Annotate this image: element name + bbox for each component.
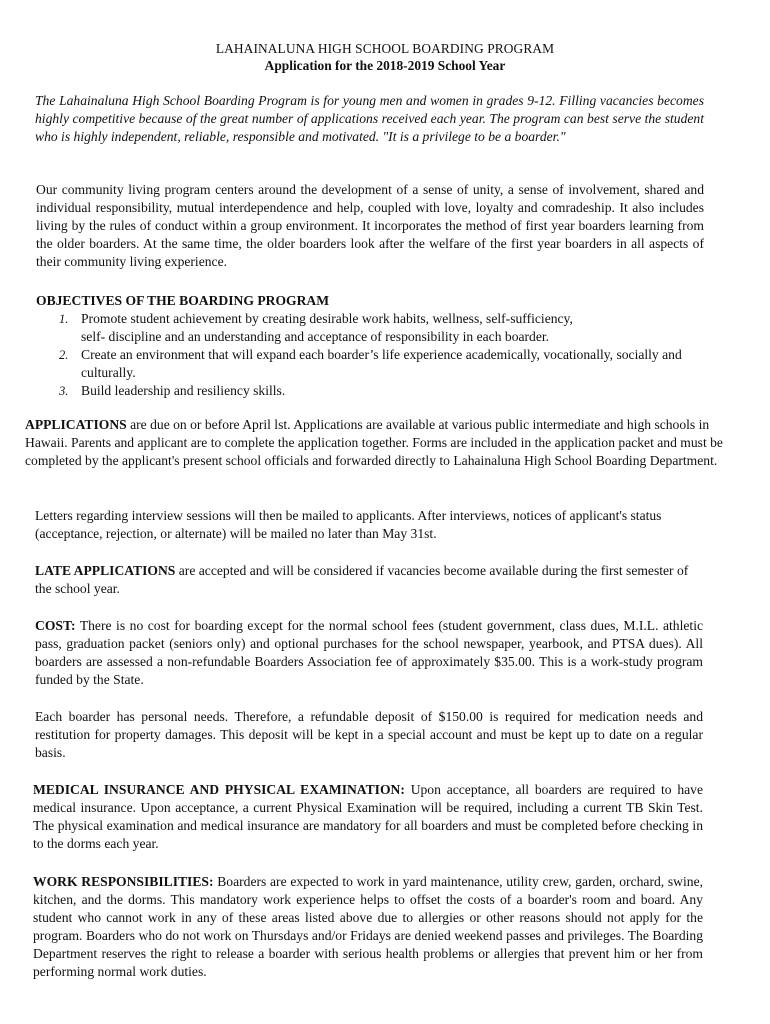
document-subtitle: Application for the 2018-2019 School Year — [264, 58, 506, 73]
late-applications-paragraph — [35, 562, 705, 598]
objective-number: 2. — [59, 348, 69, 362]
medical-lead: MEDICAL INSURANCE AND PHYSICAL EXAMINATION: — [33, 782, 405, 797]
deposit-paragraph: Each boarder has personal needs. Therefore, a refundable deposit of $150.00 is required for medication needs and restitution for property damages. This deposit will be kept in a special account and must be kept up to date on a regular basis. — [35, 709, 703, 760]
objective-line: self- discipline and an understanding and acceptance of responsibility in each boarder. — [81, 329, 550, 344]
medical-text: Upon acceptance, all boarders are required to have medical insurance. Upon acceptance, a current Physical Examination will be required, including a current TB Skin Test. The physical examination and medical insurance are mandatory for all boarders and must be completed before checking in to the dorms each year. — [33, 782, 703, 851]
objective-number: 1. — [59, 312, 69, 326]
medical-paragraph — [33, 781, 703, 853]
objective-number: 3. — [59, 384, 69, 398]
applications-paragraph — [25, 416, 730, 470]
late-applications-lead: LATE APPLICATIONS — [35, 563, 176, 578]
objective-line: Create an environment that will expand each boarder’s life experience academically, vocationally, socially and — [81, 347, 682, 362]
objectives-heading: OBJECTIVES OF THE BOARDING PROGRAM — [36, 293, 330, 308]
objective-line: Promote student achievement by creating desirable work habits, wellness, self-sufficiency, — [81, 311, 573, 326]
document-title: LAHAINALUNA HIGH SCHOOL BOARDING PROGRAM — [215, 41, 555, 56]
objective-line: Build leadership and resiliency skills. — [81, 383, 286, 398]
objective-item — [48, 310, 763, 346]
work-lead: WORK RESPONSIBILITIES: — [33, 874, 214, 889]
applications-text: are due on or before April lst. Applications are available at various public intermediate and high schools in Hawaii. Parents and applicant are to complete the application together. Forms are included in the application packet and must be completed by the applicant's present school officials and forwarded directly to Lahainaluna High School Boarding Department. — [25, 417, 723, 468]
objective-item — [48, 382, 763, 400]
objective-item — [48, 346, 763, 382]
work-paragraph — [33, 873, 703, 981]
community-paragraph: Our community living program centers around the development of a sense of unity, a sense of involvement, shared and individual responsibility, mutual interdependence and help, coupled with love, loyalty and comradeship. It also includes living by the rules of conduct within a group environment. It incorporates the method of first year boarders learning from the older boarders. At the same time, the older boarders look after the welfare of the first year boarders in all aspects of their community living experience. — [36, 182, 704, 269]
cost-text: There is no cost for boarding except for the normal school fees (student government, class dues, M.I.L. athletic pass, graduation packet (seniors only) and optional purchases for the school newspaper, yearbook, and PTSA dues). All boarders are assessed a non-refundable Boarders Association fee of approximately $35.00. This is a work-study program funded by the State. — [35, 618, 703, 687]
applications-lead: APPLICATIONS — [25, 417, 127, 432]
late-applications-text: are accepted and will be considered if vacancies become available during the first semester of the school year. — [35, 563, 689, 596]
cost-paragraph — [35, 617, 703, 689]
cost-lead: COST: — [35, 618, 76, 633]
objectives-list — [48, 310, 763, 400]
work-text: Boarders are expected to work in yard maintenance, utility crew, garden, orchard, swine, kitchen, and the dorms. This mandatory work experience helps to offset the costs of a boarder's room and board. Any student who cannot work in any of these areas listed above due to allergies or other reasons should not apply for the program. Boarders who do not work on Thursdays and/or Fridays are denied weekend passes and privileges. The Boarding Department reserves the right to release a boarder with serious health problems or allergies that prevent him or her from performing normal work duties. — [33, 874, 704, 979]
intro-paragraph: The Lahainaluna High School Boarding Program is for young men and women in grades 9-12. Filling vacancies becomes highly competitive because of the great number of applications received each year. The program can best serve the student who is highly independent, reliable, responsible and motivated. "It is a privilege to be a boarder." — [35, 93, 704, 144]
letters-paragraph: Letters regarding interview sessions will then be mailed to applicants. After interviews, notices of applicant's status (acceptance, rejection, or alternate) will be mailed no later than May 31st. — [35, 508, 662, 541]
objective-line: culturally. — [81, 365, 136, 380]
